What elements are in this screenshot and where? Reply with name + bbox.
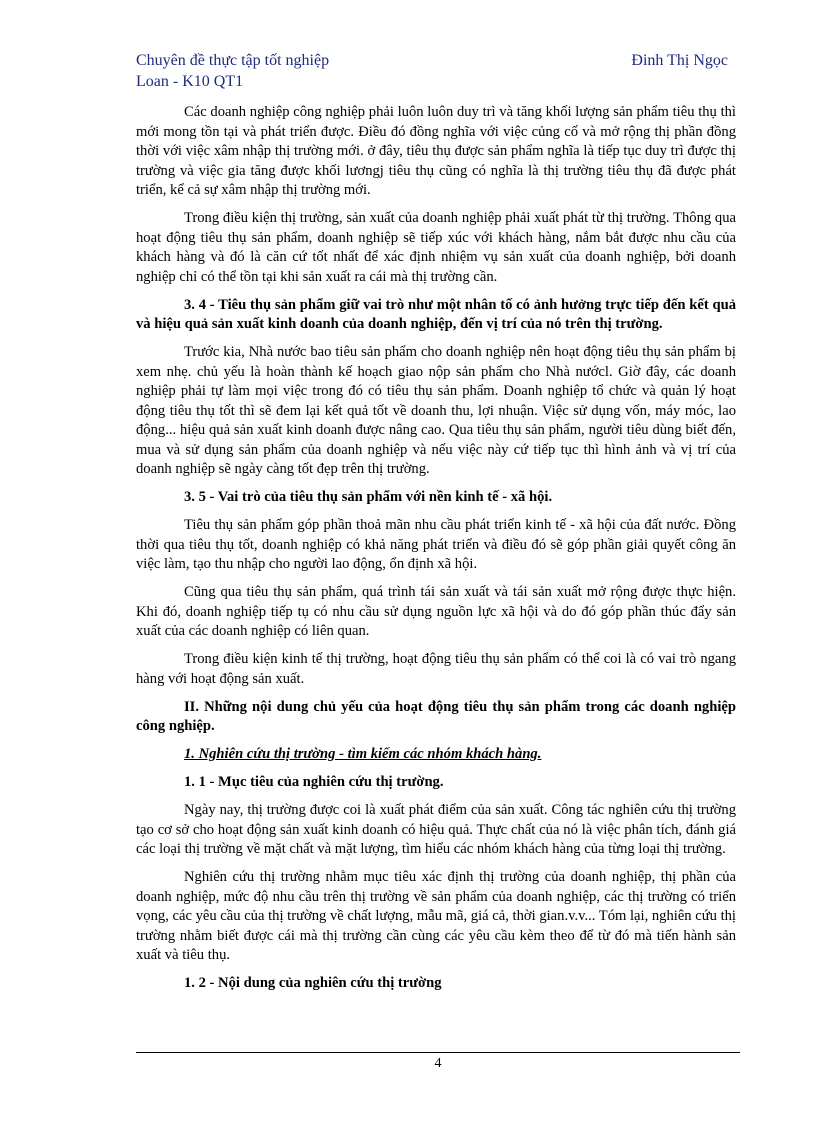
paragraph: Tiêu thụ sản phẩm góp phần thoả mãn nhu cầu phát triển kinh tế - xã hội của đất nước. Đồng thời qua tiêu thụ tốt, doanh nghiệp có khả năng phát triển và điều đó sẽ góp phần giải quyết công ăn việc làm, tạo thu nhập cho người lao động, ổn định xã hội. (136, 517, 736, 572)
footer-divider (136, 1052, 740, 1053)
header-title-continued: Loan - K10 QT1 (136, 73, 244, 90)
header-title: Chuyên đề thực tập tốt nghiệp (136, 52, 330, 69)
paragraph: Trong điều kiện kinh tế thị trường, hoạt động tiêu thụ sản phẩm có thể coi là có vai trò ngang hàng với hoạt động sản xuất. (136, 651, 736, 687)
paragraph: Cũng qua tiêu thụ sản phẩm, quá trình tái sản xuất và tái sản xuất mở rộng được thực hiện. Khi đó, doanh nghiệp tiếp tụ có nhu cầu sử dụng nguồn lực xã hội và do đó góp phần thúc đẩy sản xuất của các doanh nghiệp có liên quan. (136, 584, 736, 639)
section-heading: 1. 2 - Nội dung của nghiên cứu thị trường (184, 975, 442, 991)
document-body (136, 103, 736, 1002)
subsection-heading: 1. Nghiên cứu thị trường - tìm kiếm các nhóm khách hàng. (184, 746, 542, 762)
header-author: Đinh Thị Ngọc (631, 52, 728, 69)
section-heading: 1. 1 - Mục tiêu của nghiên cứu thị trường. (184, 774, 444, 790)
page-header (136, 50, 736, 92)
paragraph: Trong điều kiện thị trường, sản xuất của doanh nghiệp phải xuất phát từ thị trường. Thông qua hoạt động tiêu thụ sản phẩm, doanh nghiệp sẽ tiếp xúc với khách hàng, nắm bắt được nhu cầu của khách hàng và đó là căn cứ tốt nhất để xác định nhiệm vụ sản xuất của doanh nghiệp, bởi doanh nghiệp chỉ có thể tồn tại khi sản xuất ra cái mà thị trường cần. (136, 210, 736, 285)
paragraph: Nghiên cứu thị trường nhằm mục tiêu xác định thị trường của doanh nghiệp, thị phần của doanh nghiệp, mức độ nhu cầu trên thị trường về sản phẩm của doanh nghiệp, các thị trường có triển vọng, các yêu cầu của thị trường về chất lượng, mẫu mã, giá cả, thời gian.v.v... Tóm lại, nghiên cứu thị trường nhằm biết được cái mà thị trường cần cùng các yêu cầu kèm theo để từ đó mà tiến hành sản xuất và tiêu thụ. (136, 869, 736, 963)
section-heading: 3. 5 - Vai trò của tiêu thụ sản phẩm với nền kinh tế - xã hội. (184, 489, 553, 505)
chapter-heading: II. Những nội dung chủ yếu của hoạt động tiêu thụ sản phẩm trong các doanh nghiệp công nghiệp. (136, 698, 736, 734)
paragraph: Ngày nay, thị trường được coi là xuất phát điểm của sản xuất. Công tác nghiên cứu thị trường tạo cơ sở cho hoạt động sản xuất kinh doanh có hiệu quả. Thực chất của nó là việc phân tích, đánh giá các loại thị trường về mặt chất và mặt lượng, tìm hiểu các nhóm khách hàng của từng loại thị trường. (136, 802, 736, 857)
section-heading: 3. 4 - Tiêu thụ sản phẩm giữ vai trò như một nhân tố có ảnh hưởng trực tiếp đến kết quả và hiệu quả sản xuất kinh doanh của doanh nghiệp, đến vị trí của nó trên thị trường. (136, 296, 736, 332)
page-number: 4 (434, 1056, 442, 1071)
paragraph: Các doanh nghiệp công nghiệp phải luôn luôn duy trì và tăng khối lượng sản phẩm tiêu thụ thì mới mong tồn tại và phát triển được. Điều đó đồng nghĩa với việc củng cố và mở rộng thị phần đồng thời với việc xâm nhập thị trường mới. ở đây, tiêu thụ được sản phẩm nghĩa là tiếp tục duy trì được thị trường và việc gia tăng được khối lươngj tiêu thụ cũng có nghĩa là thị trường tiêu thụ đã được phát triển, kể cả sự xâm nhập thị trường mới. (136, 104, 736, 198)
paragraph: Trước kia, Nhà nước bao tiêu sản phẩm cho doanh nghiệp nên hoạt động tiêu thụ sản phẩm bị xem nhẹ. chủ yếu là hoàn thành kế hoạch giao nộp sản phẩm cho Nhà nướcl. Giờ đây, các doanh nghiệp phải tự làm mọi việc trong đó có tiêu thụ sản phẩm. Doanh nghiệp tổ chức và quản lý hoạt động tiêu thụ tốt thì sẽ đem lại kết quả tốt về doanh thu, lợi nhuận. Việc sử dụng vốn, máy móc, lao động... hiệu quả sản xuất kinh doanh được nâng cao. Qua tiêu thụ sản phẩm, người tiêu dùng biết đến, mua và sử dụng sản phẩm của doanh nghiệp và nếu việc này cứ tiếp tục thì hình ảnh và vị trí của doanh nghiệp sẽ ngày càng tốt đẹp trên thị trường. (136, 344, 736, 477)
